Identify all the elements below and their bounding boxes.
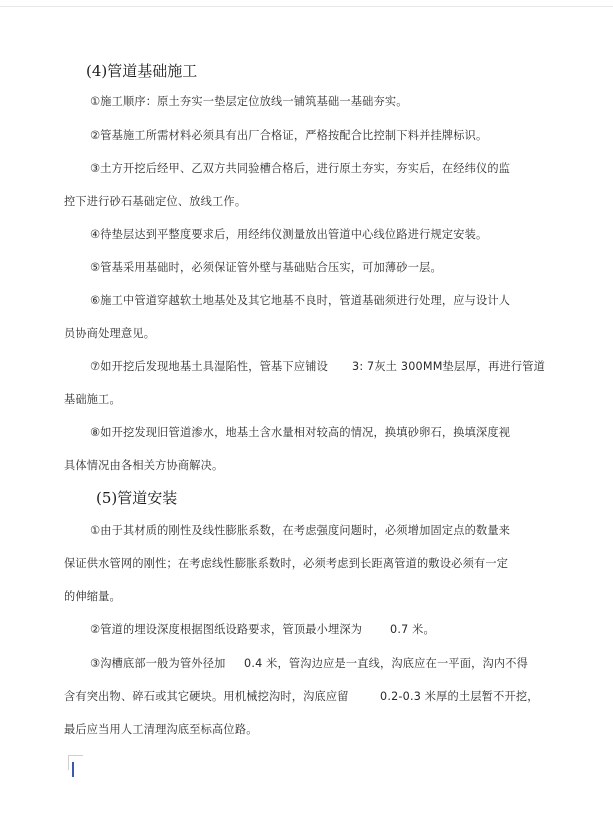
- section-5-item-2-value: 0.7 米。: [390, 623, 435, 636]
- section-4-item-3-cont: 控下进行砂石基础定位、放线工作。: [64, 195, 247, 208]
- section-4-item-6-cont: 员协商处理意见。: [64, 327, 156, 340]
- section-4-item-4: ④待垫层达到平整度要求后，用经纬仪测量放出管道中心线位路进行规定安装。: [90, 228, 488, 241]
- section-4-item-8: ⑧如开挖发现旧管道渗水，地基土含水量相对较高的情况，换填砂卵石，换填深度视: [90, 426, 511, 439]
- section-4-item-2: ②管基施工所需材料必须具有出厂合格证，严格按配合比控制下料并挂牌标识。: [90, 129, 488, 142]
- section-4-item-7-cont: 基础施工。: [64, 393, 121, 406]
- section-5-item-1: ①由于其材质的刚性及线性膨胀系数，在考虑强度问题时，必须增加固定点的数量来: [90, 524, 511, 537]
- section-5-item-3-cont-1: 含有突出物、碎石或其它硬块。用机械挖沟时，沟底应留: [64, 690, 349, 703]
- section-5-item-3-value: 0.4 米，管沟边应是一直线，沟底应在一平面，沟内不得: [244, 657, 529, 670]
- page-corner-mark: [68, 755, 83, 770]
- section-4-item-7-spec: 3: 7灰土 300MM垫层厚，再进行管道: [352, 360, 546, 373]
- page-top-rule: [0, 6, 613, 7]
- text-cursor[interactable]: [72, 762, 74, 777]
- section-4-item-5: ⑤管基采用基础时，必须保证管外壁与基础贴合压实，可加薄砂一层。: [90, 261, 442, 274]
- section-5-item-2: ②管道的埋设深度根据图纸设路要求，管顶最小埋深为: [90, 623, 363, 636]
- section-5-item-3-cont-2: 最后应当用人工清理沟底至标高位路。: [64, 723, 258, 736]
- section-4-item-6: ⑥施工中管道穿越软土地基处及其它地基不良时，管道基础须进行处理，应与设计人: [90, 294, 511, 307]
- section-5-item-1-cont-1: 保证供水管网的刚性；在考虑线性膨胀系数时，必须考虑到长距离管道的敷设必须有一定: [64, 557, 509, 570]
- section-4-heading: (4)管道基础施工: [86, 62, 198, 80]
- section-5-heading: (5)管道安装: [96, 489, 178, 507]
- section-4-item-1: ①施工顺序：原土夯实一垫层定位放线一铺筑基础一基础夯实。: [90, 95, 408, 108]
- section-5-item-1-cont-2: 的伸缩量。: [64, 590, 121, 603]
- section-5-item-3-cont-1-value: 0.2-0.3 米厚的土层暂不开挖，: [380, 690, 539, 703]
- section-5-item-3: ③沟槽底部一般为管外径加: [90, 657, 226, 670]
- section-4-item-8-cont: 具体情况由各相关方协商解决。: [64, 459, 224, 472]
- section-4-item-3: ③土方开挖后经甲、乙双方共同验槽合格后，进行原土夯实，夯实后，在经纬仪的监: [90, 162, 511, 175]
- section-4-item-7: ⑦如开挖后发现地基土具湿陷性，管基下应铺设: [90, 360, 328, 373]
